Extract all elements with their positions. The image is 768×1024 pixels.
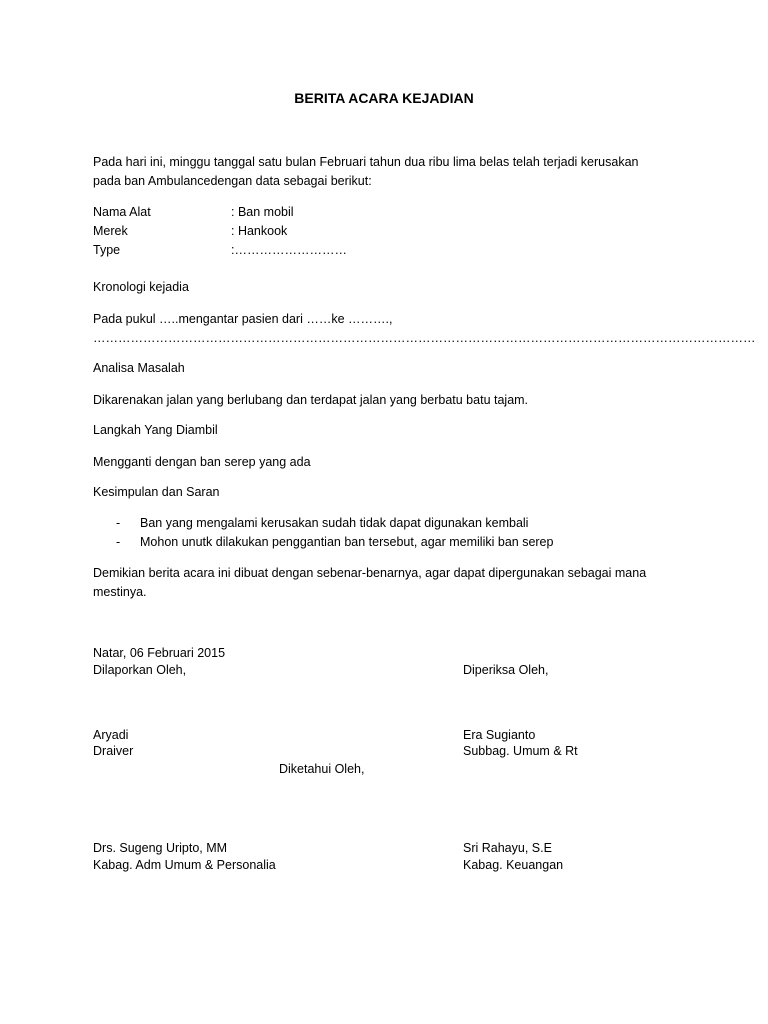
- spec-label-type: Type: [93, 243, 121, 257]
- spec-label-nama-alat: Nama Alat: [93, 205, 151, 219]
- reporter-name: Aryadi: [93, 728, 129, 742]
- bullet-marker-1: -: [116, 516, 121, 530]
- langkah-heading: Langkah Yang Diambil: [93, 423, 218, 437]
- spec-value-nama-alat: : Ban mobil: [231, 205, 294, 219]
- bullet-marker-2: -: [116, 535, 121, 549]
- place-date: Natar, 06 Februari 2015: [93, 646, 226, 660]
- ack2-name: Sri Rahayu, S.E: [463, 841, 552, 855]
- kronologi-dots: ……………………………………………………………………………………………………………………………………………: [93, 331, 756, 345]
- kesimpulan-heading: Kesimpulan dan Saran: [93, 485, 220, 499]
- intro-line-2: pada ban Ambulancedengan data sebagai berikut:: [93, 174, 372, 188]
- ack1-name: Drs. Sugeng Uripto, MM: [93, 841, 228, 855]
- spec-label-merek: Merek: [93, 224, 128, 238]
- closing-line-2: mestinya.: [93, 585, 147, 599]
- checker-role: Subbag. Umum & Rt: [463, 744, 578, 758]
- reporter-role: Draiver: [93, 744, 134, 758]
- closing-line-1: Demikian berita acara ini dibuat dengan sebenar-benarnya, agar dapat dipergunakan sebagai mana: [93, 566, 647, 580]
- acknowledged-label: Diketahui Oleh,: [279, 762, 365, 776]
- ack2-role: Kabag. Keuangan: [463, 858, 564, 872]
- analisa-text: Dikarenakan jalan yang berlubang dan terdapat jalan yang berbatu batu tajam.: [93, 393, 529, 407]
- ack1-role: Kabag. Adm Umum & Personalia: [93, 858, 276, 872]
- checker-name: Era Sugianto: [463, 728, 536, 742]
- langkah-text: Mengganti dengan ban serep yang ada: [93, 455, 311, 469]
- kronologi-line: Pada pukul …..mengantar pasien dari ……ke ……….,: [93, 312, 393, 326]
- intro-line-1: Pada hari ini, minggu tanggal satu bulan Februari tahun dua ribu lima belas telah terjadi kerusakan: [93, 155, 639, 169]
- checked-by-label: Diperiksa Oleh,: [463, 663, 549, 677]
- kesimpulan-item-2: Mohon unutk dilakukan penggantian ban tersebut, agar memiliki ban serep: [140, 535, 554, 549]
- analisa-heading: Analisa Masalah: [93, 361, 185, 375]
- kesimpulan-item-1: Ban yang mengalami kerusakan sudah tidak dapat digunakan kembali: [140, 516, 529, 530]
- kronologi-heading: Kronologi kejadia: [93, 280, 189, 294]
- document-title: BERITA ACARA KEJADIAN: [294, 90, 474, 106]
- spec-value-type: :………………………: [231, 243, 347, 257]
- spec-value-merek: : Hankook: [231, 224, 288, 238]
- reported-by-label: Dilaporkan Oleh,: [93, 663, 187, 677]
